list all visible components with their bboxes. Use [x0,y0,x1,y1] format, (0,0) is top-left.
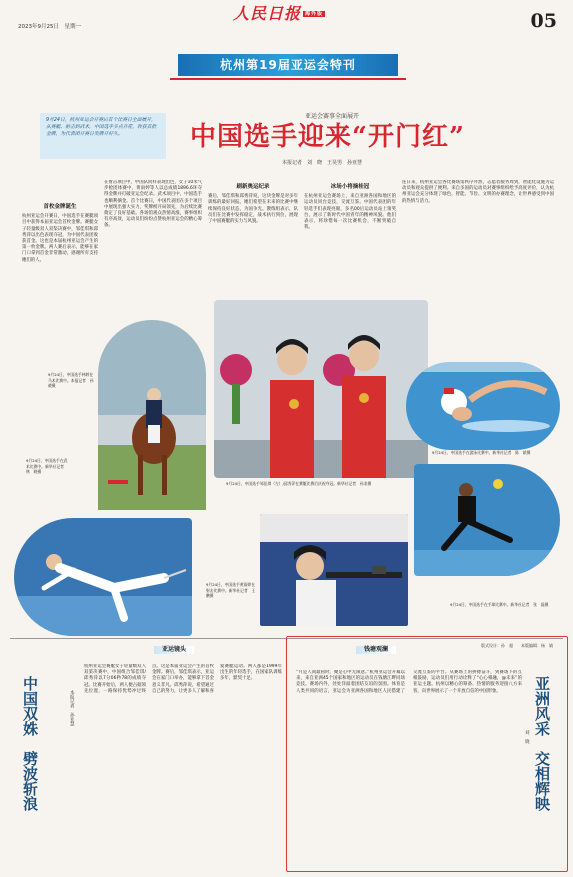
pullquote: 9月24日，杭州亚运会开赛后首个比赛日全面展开，从赛艇、射击到武术，中国选手多点开花，收获首批金牌，为代表团开赛日奖牌开好头。 [40,113,166,159]
logo-tag: 海外版 [305,11,324,18]
article-column-5 [402,180,554,292]
headline-kicker: 亚运会赛事全面展开 [305,113,360,120]
equestrian-photo [98,320,206,510]
headline-byline: 本报记者 刘 晓 王昊男 孙亚慧 [282,160,363,166]
section-tag-left: 亚运镜头 [154,646,194,654]
column-subhead: 冰场小将摘桂冠 [330,184,370,190]
right-article-body: “月是人间最圆时，聚是心中无限意。”杭州亚运会开幕以来，来自亚洲45个国家和地区的运动员在钱塘江畔同场竞技。赛场内外，处处洋溢着团结友谊的氛围。体育是人类共同的语言，亚运会为亚洲各国和地区人民搭建了交流互鉴的平台。从赛场上的拼搏奋斗，到赛场下的互相鼓励，运动员们用行动诠释了“心心相融，@未来”的亚运主题。杭州以精心的筹备、热情的服务迎接八方来客，向世界展示了一个开放自信的中国形象。 [296,670,522,694]
logo-text: 人民日报 [233,4,302,23]
column-text: 在杭州亚运会赛场上，来自亚洲各国和地区的运动员同台竞技，交流互鉴。中国代表团的年轻选手们表现亮眼，多名00后运动员站上领奖台，展示了新时代中国青年的精神风貌。他们表示，将珍惜每一次比赛机会，不断突破自我。 [304,194,396,231]
shooting-photo [260,514,408,626]
swimming-photo [406,362,560,450]
newspaper-logo [233,4,325,23]
rowing-champions-photo [214,300,428,478]
photo-caption: 9月24日，中国选手邹佳琪（左）/邱秀萍在赛艇比赛后庆祝夺冠。新华社记者 孙非摄 [226,481,372,486]
right-article-title: 亚洲风采 交相辉映 [533,676,551,811]
article-column-1 [22,200,98,338]
photo-caption: 9月24日，中国选手在武术比赛中。新华社记者 林 晓摄 [26,458,68,474]
column-subhead: 刷新奥运纪录 [236,184,270,190]
left-article-title: 中国双姝 劈波斩浪 [21,676,39,811]
section-tag-right: 钱塘观澜 [356,646,396,654]
column-text: 赛后，邹佳琪和邱秀萍说，这块金牌是对多年训练的最好回报。她们希望在未来的比赛中继续保持良好状态，为国争光。教练组表示，队员们在比赛中发挥稳定，战术执行到位，展现了中国赛艇的实力与风貌。 [208,194,298,225]
article-column-3 [208,180,298,298]
left-article-byline: 本报记者 孙亚慧 [69,690,75,726]
article-column-4 [304,180,396,292]
special-edition-banner: 杭州第19届亚运会特刊 [178,54,398,76]
column-subhead: 首枚金牌诞生 [43,204,77,210]
handball-photo [414,464,560,576]
article-column-2 [104,180,202,290]
main-headline: 中国选手迎来“开门红” [190,122,465,152]
right-article-author: 刘 晓 [524,730,530,744]
wushu-photo [14,518,192,636]
photo-caption: 9月24日，中国选手林婷在马术比赛中。本报记者 孙 晓摄 [48,372,98,388]
page-number: 05 [530,10,557,32]
photo-caption: 9月24日，中国选手在手球比赛中。新华社记者 张 磊摄 [450,602,549,607]
photo-caption: 9月24日，中国选手在游泳比赛中。新华社记者 陈 斌摄 [432,450,531,455]
column-text: 连日来，杭州亚运会各比赛场馆秩序井然，志愿者服务周到，智能化设施为运动员和观众提供了便利。来自多国的运动员对赛事组织给予高度评价，认为杭州亚运会充分体现了绿色、智能、节俭、文明的办赛理念，让世界感受到中国的热情与活力。 [402,180,554,204]
photo-caption: 9月24日，中国选手黄雨婷在射击比赛中。新华社记者 王 鹏摄 [206,582,260,598]
date-line: 2023年9月25日 星期一 [18,24,81,30]
left-article-body: 杭州亚运会赛艇女子轻量级双人双桨决赛中，中国组合邹佳琪/邱秀萍以7分06秒78的成绩夺冠。比赛开始后，两人便占据领先位置，一路保持优势冲过终点。这是本届亚运会产生的首枚金牌。赛后，邹佳琪表示，亚运会在家门口举办，能够拿下首金意义非凡。邱秀萍说，希望通过自己的努力，让更多人了解和喜爱赛艇运动。两人都是1999年出生的年轻选手，在国家队训练多年，默契十足。 [84,664,282,694]
column-text: 杭州亚运会开赛日，中国选手在赛艇项目中获得本届亚运会首枚金牌。赛艇女子轻量级双人双桨决赛中，邹佳琪和邱秀萍以出色表现夺冠，为中国代表团收获首金。这也是本届杭州亚运会产生的第一枚金牌。两人赛后表示，能够在家门口拿到首金非常激动，感谢所有支持她们的人。 [22,214,98,263]
column-text: 在射击项目中，中国队同样表现出色，女子10米气步枪团体赛中，黄雨婷等人以总成绩1896.6环夺得金牌并打破亚运会纪录。武术项目中，中国选手也顺利摘金。首个比赛日，中国代表团在多个项目中展现出强大实力，奖牌榜开局领先，为后续比赛奠定了良好基础。各场馆观众热情高涨，赛事组织有序高效，运动员们纷纷点赞杭州亚运会的精心筹备。 [104,180,202,229]
editor-credits: 版式设计：孙 超 本版编辑：杨 婧 [481,643,553,648]
